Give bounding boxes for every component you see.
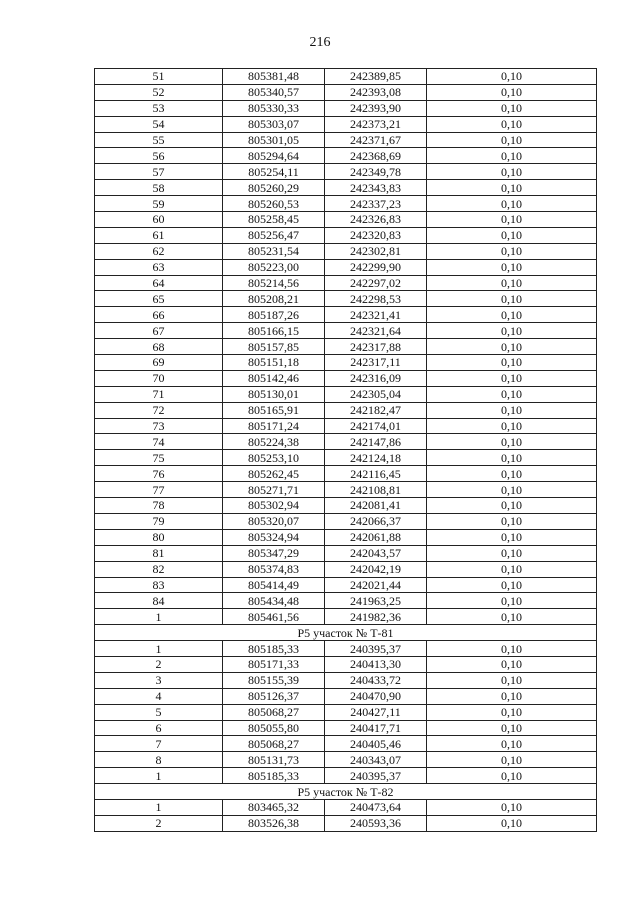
y-coordinate-cell: 242321,64 — [325, 323, 427, 339]
table-row — [95, 688, 597, 704]
accuracy-cell: 0,10 — [427, 355, 597, 371]
accuracy-cell: 0,10 — [427, 339, 597, 355]
y-coordinate-cell: 240395,37 — [325, 641, 427, 657]
accuracy-cell: 0,10 — [427, 370, 597, 386]
y-coordinate-cell: 242371,67 — [325, 132, 427, 148]
table-row — [95, 513, 597, 529]
point-number-cell: 5 — [95, 704, 223, 720]
table-row — [95, 561, 597, 577]
point-number-cell: 55 — [95, 132, 223, 148]
x-coordinate-cell: 805131,73 — [223, 752, 325, 768]
accuracy-cell: 0,10 — [427, 116, 597, 132]
point-number-cell: 66 — [95, 307, 223, 323]
point-number-cell: 1 — [95, 768, 223, 784]
point-number-cell: 58 — [95, 180, 223, 196]
y-coordinate-cell: 242317,88 — [325, 339, 427, 355]
x-coordinate-cell: 805151,18 — [223, 355, 325, 371]
point-number-cell: 61 — [95, 227, 223, 243]
y-coordinate-cell: 242393,90 — [325, 100, 427, 116]
accuracy-cell: 0,10 — [427, 513, 597, 529]
table-row — [95, 291, 597, 307]
accuracy-cell: 0,10 — [427, 323, 597, 339]
y-coordinate-cell: 242081,41 — [325, 498, 427, 514]
x-coordinate-cell: 805324,94 — [223, 529, 325, 545]
y-coordinate-cell: 241963,25 — [325, 593, 427, 609]
point-number-cell: 4 — [95, 688, 223, 704]
y-coordinate-cell: 242305,04 — [325, 386, 427, 402]
point-number-cell: 54 — [95, 116, 223, 132]
x-coordinate-cell: 805434,48 — [223, 593, 325, 609]
point-number-cell: 75 — [95, 450, 223, 466]
x-coordinate-cell: 805155,39 — [223, 672, 325, 688]
page-number: 216 — [309, 35, 331, 50]
point-number-cell: 1 — [95, 641, 223, 657]
accuracy-cell: 0,10 — [427, 656, 597, 672]
y-coordinate-cell: 241982,36 — [325, 609, 427, 625]
accuracy-cell: 0,10 — [427, 434, 597, 450]
table-row — [95, 386, 597, 402]
accuracy-cell: 0,10 — [427, 307, 597, 323]
point-number-cell: 2 — [95, 656, 223, 672]
table-row — [95, 323, 597, 339]
y-coordinate-cell: 242373,21 — [325, 116, 427, 132]
table-row — [95, 752, 597, 768]
y-coordinate-cell: 242317,11 — [325, 355, 427, 371]
accuracy-cell: 0,10 — [427, 227, 597, 243]
x-coordinate-cell: 805166,15 — [223, 323, 325, 339]
x-coordinate-cell: 805258,45 — [223, 212, 325, 228]
accuracy-cell: 0,10 — [427, 466, 597, 482]
y-coordinate-cell: 242147,86 — [325, 434, 427, 450]
x-coordinate-cell: 805187,26 — [223, 307, 325, 323]
table-row — [95, 164, 597, 180]
point-number-cell: 69 — [95, 355, 223, 371]
y-coordinate-cell: 242061,88 — [325, 529, 427, 545]
y-coordinate-cell: 240343,07 — [325, 752, 427, 768]
x-coordinate-cell: 805171,24 — [223, 418, 325, 434]
x-coordinate-cell: 805126,37 — [223, 688, 325, 704]
point-number-cell: 6 — [95, 720, 223, 736]
x-coordinate-cell: 805461,56 — [223, 609, 325, 625]
table-row — [95, 656, 597, 672]
y-coordinate-cell: 242021,44 — [325, 577, 427, 593]
section-title: Р5 участок № Т-82 — [95, 784, 597, 800]
accuracy-cell: 0,10 — [427, 180, 597, 196]
table-row — [95, 275, 597, 291]
y-coordinate-cell: 240470,90 — [325, 688, 427, 704]
x-coordinate-cell: 805271,71 — [223, 482, 325, 498]
point-number-cell: 8 — [95, 752, 223, 768]
accuracy-cell: 0,10 — [427, 84, 597, 100]
accuracy-cell: 0,10 — [427, 243, 597, 259]
point-number-cell: 68 — [95, 339, 223, 355]
coordinates-table-body — [95, 69, 597, 832]
y-coordinate-cell: 240417,71 — [325, 720, 427, 736]
table-row — [95, 704, 597, 720]
point-number-cell: 82 — [95, 561, 223, 577]
accuracy-cell: 0,10 — [427, 704, 597, 720]
table-row — [95, 672, 597, 688]
point-number-cell: 76 — [95, 466, 223, 482]
section-header-row — [95, 625, 597, 641]
table-row — [95, 100, 597, 116]
point-number-cell: 77 — [95, 482, 223, 498]
y-coordinate-cell: 242320,83 — [325, 227, 427, 243]
accuracy-cell: 0,10 — [427, 593, 597, 609]
table-row — [95, 180, 597, 196]
point-number-cell: 2 — [95, 815, 223, 831]
x-coordinate-cell: 805068,27 — [223, 736, 325, 752]
accuracy-cell: 0,10 — [427, 259, 597, 275]
x-coordinate-cell: 805214,56 — [223, 275, 325, 291]
y-coordinate-cell: 242389,85 — [325, 69, 427, 85]
point-number-cell: 83 — [95, 577, 223, 593]
x-coordinate-cell: 805260,53 — [223, 196, 325, 212]
point-number-cell: 72 — [95, 402, 223, 418]
x-coordinate-cell: 803465,32 — [223, 799, 325, 815]
table-row — [95, 434, 597, 450]
accuracy-cell: 0,10 — [427, 132, 597, 148]
x-coordinate-cell: 805208,21 — [223, 291, 325, 307]
accuracy-cell: 0,10 — [427, 212, 597, 228]
x-coordinate-cell: 805224,38 — [223, 434, 325, 450]
table-row — [95, 736, 597, 752]
x-coordinate-cell: 805254,11 — [223, 164, 325, 180]
y-coordinate-cell: 240433,72 — [325, 672, 427, 688]
accuracy-cell: 0,10 — [427, 196, 597, 212]
x-coordinate-cell: 805130,01 — [223, 386, 325, 402]
point-number-cell: 51 — [95, 69, 223, 85]
y-coordinate-cell: 240395,37 — [325, 768, 427, 784]
y-coordinate-cell: 242302,81 — [325, 243, 427, 259]
y-coordinate-cell: 242299,90 — [325, 259, 427, 275]
accuracy-cell: 0,10 — [427, 450, 597, 466]
accuracy-cell: 0,10 — [427, 672, 597, 688]
table-row — [95, 815, 597, 831]
accuracy-cell: 0,10 — [427, 164, 597, 180]
x-coordinate-cell: 805340,57 — [223, 84, 325, 100]
y-coordinate-cell: 240405,46 — [325, 736, 427, 752]
x-coordinate-cell: 805055,80 — [223, 720, 325, 736]
table-row — [95, 799, 597, 815]
accuracy-cell: 0,10 — [427, 545, 597, 561]
table-row — [95, 466, 597, 482]
x-coordinate-cell: 805185,33 — [223, 768, 325, 784]
table-row — [95, 243, 597, 259]
x-coordinate-cell: 805347,29 — [223, 545, 325, 561]
y-coordinate-cell: 242321,41 — [325, 307, 427, 323]
y-coordinate-cell: 242124,18 — [325, 450, 427, 466]
point-number-cell: 1 — [95, 609, 223, 625]
x-coordinate-cell: 805320,07 — [223, 513, 325, 529]
point-number-cell: 53 — [95, 100, 223, 116]
x-coordinate-cell: 805185,33 — [223, 641, 325, 657]
accuracy-cell: 0,10 — [427, 768, 597, 784]
accuracy-cell: 0,10 — [427, 275, 597, 291]
point-number-cell: 84 — [95, 593, 223, 609]
table-row — [95, 482, 597, 498]
accuracy-cell: 0,10 — [427, 418, 597, 434]
accuracy-cell: 0,10 — [427, 291, 597, 307]
point-number-cell: 56 — [95, 148, 223, 164]
table-row — [95, 577, 597, 593]
accuracy-cell: 0,10 — [427, 529, 597, 545]
x-coordinate-cell: 805414,49 — [223, 577, 325, 593]
point-number-cell: 60 — [95, 212, 223, 228]
x-coordinate-cell: 805231,54 — [223, 243, 325, 259]
accuracy-cell: 0,10 — [427, 498, 597, 514]
accuracy-cell: 0,10 — [427, 720, 597, 736]
y-coordinate-cell: 240427,11 — [325, 704, 427, 720]
x-coordinate-cell: 805262,45 — [223, 466, 325, 482]
table-row — [95, 418, 597, 434]
point-number-cell: 57 — [95, 164, 223, 180]
y-coordinate-cell: 242349,78 — [325, 164, 427, 180]
x-coordinate-cell: 805374,83 — [223, 561, 325, 577]
y-coordinate-cell: 242297,02 — [325, 275, 427, 291]
y-coordinate-cell: 242316,09 — [325, 370, 427, 386]
accuracy-cell: 0,10 — [427, 69, 597, 85]
point-number-cell: 7 — [95, 736, 223, 752]
table-row — [95, 768, 597, 784]
table-row — [95, 545, 597, 561]
table-row — [95, 370, 597, 386]
y-coordinate-cell: 242298,53 — [325, 291, 427, 307]
point-number-cell: 67 — [95, 323, 223, 339]
table-row — [95, 148, 597, 164]
table-row — [95, 116, 597, 132]
table-row — [95, 529, 597, 545]
table-row — [95, 196, 597, 212]
point-number-cell: 79 — [95, 513, 223, 529]
y-coordinate-cell: 242108,81 — [325, 482, 427, 498]
table-row — [95, 307, 597, 323]
x-coordinate-cell: 805302,94 — [223, 498, 325, 514]
x-coordinate-cell: 805171,33 — [223, 656, 325, 672]
section-header-row — [95, 784, 597, 800]
table-row — [95, 641, 597, 657]
table-row — [95, 355, 597, 371]
y-coordinate-cell: 242326,83 — [325, 212, 427, 228]
accuracy-cell: 0,10 — [427, 482, 597, 498]
x-coordinate-cell: 805294,64 — [223, 148, 325, 164]
x-coordinate-cell: 805142,46 — [223, 370, 325, 386]
accuracy-cell: 0,10 — [427, 148, 597, 164]
y-coordinate-cell: 242043,57 — [325, 545, 427, 561]
y-coordinate-cell: 242393,08 — [325, 84, 427, 100]
table-row — [95, 69, 597, 85]
table-row — [95, 402, 597, 418]
accuracy-cell: 0,10 — [427, 402, 597, 418]
accuracy-cell: 0,10 — [427, 100, 597, 116]
table-row — [95, 450, 597, 466]
x-coordinate-cell: 805253,10 — [223, 450, 325, 466]
y-coordinate-cell: 242042,19 — [325, 561, 427, 577]
table-row — [95, 132, 597, 148]
y-coordinate-cell: 240413,30 — [325, 656, 427, 672]
y-coordinate-cell: 242174,01 — [325, 418, 427, 434]
x-coordinate-cell: 805157,85 — [223, 339, 325, 355]
x-coordinate-cell: 805381,48 — [223, 69, 325, 85]
table-row — [95, 609, 597, 625]
point-number-cell: 74 — [95, 434, 223, 450]
point-number-cell: 59 — [95, 196, 223, 212]
point-number-cell: 63 — [95, 259, 223, 275]
y-coordinate-cell: 242116,45 — [325, 466, 427, 482]
x-coordinate-cell: 803526,38 — [223, 815, 325, 831]
point-number-cell: 62 — [95, 243, 223, 259]
point-number-cell: 81 — [95, 545, 223, 561]
y-coordinate-cell: 242066,37 — [325, 513, 427, 529]
y-coordinate-cell: 240473,64 — [325, 799, 427, 815]
x-coordinate-cell: 805303,07 — [223, 116, 325, 132]
accuracy-cell: 0,10 — [427, 688, 597, 704]
point-number-cell: 71 — [95, 386, 223, 402]
point-number-cell: 1 — [95, 799, 223, 815]
x-coordinate-cell: 805165,91 — [223, 402, 325, 418]
table-row — [95, 720, 597, 736]
point-number-cell: 65 — [95, 291, 223, 307]
table-row — [95, 212, 597, 228]
accuracy-cell: 0,10 — [427, 577, 597, 593]
point-number-cell: 64 — [95, 275, 223, 291]
y-coordinate-cell: 242343,83 — [325, 180, 427, 196]
x-coordinate-cell: 805301,05 — [223, 132, 325, 148]
point-number-cell: 3 — [95, 672, 223, 688]
coordinates-table — [94, 68, 597, 832]
accuracy-cell: 0,10 — [427, 609, 597, 625]
y-coordinate-cell: 240593,36 — [325, 815, 427, 831]
accuracy-cell: 0,10 — [427, 561, 597, 577]
table-row — [95, 84, 597, 100]
accuracy-cell: 0,10 — [427, 641, 597, 657]
table-row — [95, 593, 597, 609]
section-title: Р5 участок № Т-81 — [95, 625, 597, 641]
table-row — [95, 227, 597, 243]
x-coordinate-cell: 805223,00 — [223, 259, 325, 275]
point-number-cell: 73 — [95, 418, 223, 434]
table-row — [95, 498, 597, 514]
x-coordinate-cell: 805256,47 — [223, 227, 325, 243]
accuracy-cell: 0,10 — [427, 736, 597, 752]
point-number-cell: 70 — [95, 370, 223, 386]
accuracy-cell: 0,10 — [427, 799, 597, 815]
x-coordinate-cell: 805260,29 — [223, 180, 325, 196]
point-number-cell: 52 — [95, 84, 223, 100]
table-row — [95, 339, 597, 355]
accuracy-cell: 0,10 — [427, 386, 597, 402]
y-coordinate-cell: 242182,47 — [325, 402, 427, 418]
point-number-cell: 78 — [95, 498, 223, 514]
x-coordinate-cell: 805068,27 — [223, 704, 325, 720]
point-number-cell: 80 — [95, 529, 223, 545]
table-row — [95, 259, 597, 275]
y-coordinate-cell: 242337,23 — [325, 196, 427, 212]
y-coordinate-cell: 242368,69 — [325, 148, 427, 164]
accuracy-cell: 0,10 — [427, 815, 597, 831]
accuracy-cell: 0,10 — [427, 752, 597, 768]
x-coordinate-cell: 805330,33 — [223, 100, 325, 116]
